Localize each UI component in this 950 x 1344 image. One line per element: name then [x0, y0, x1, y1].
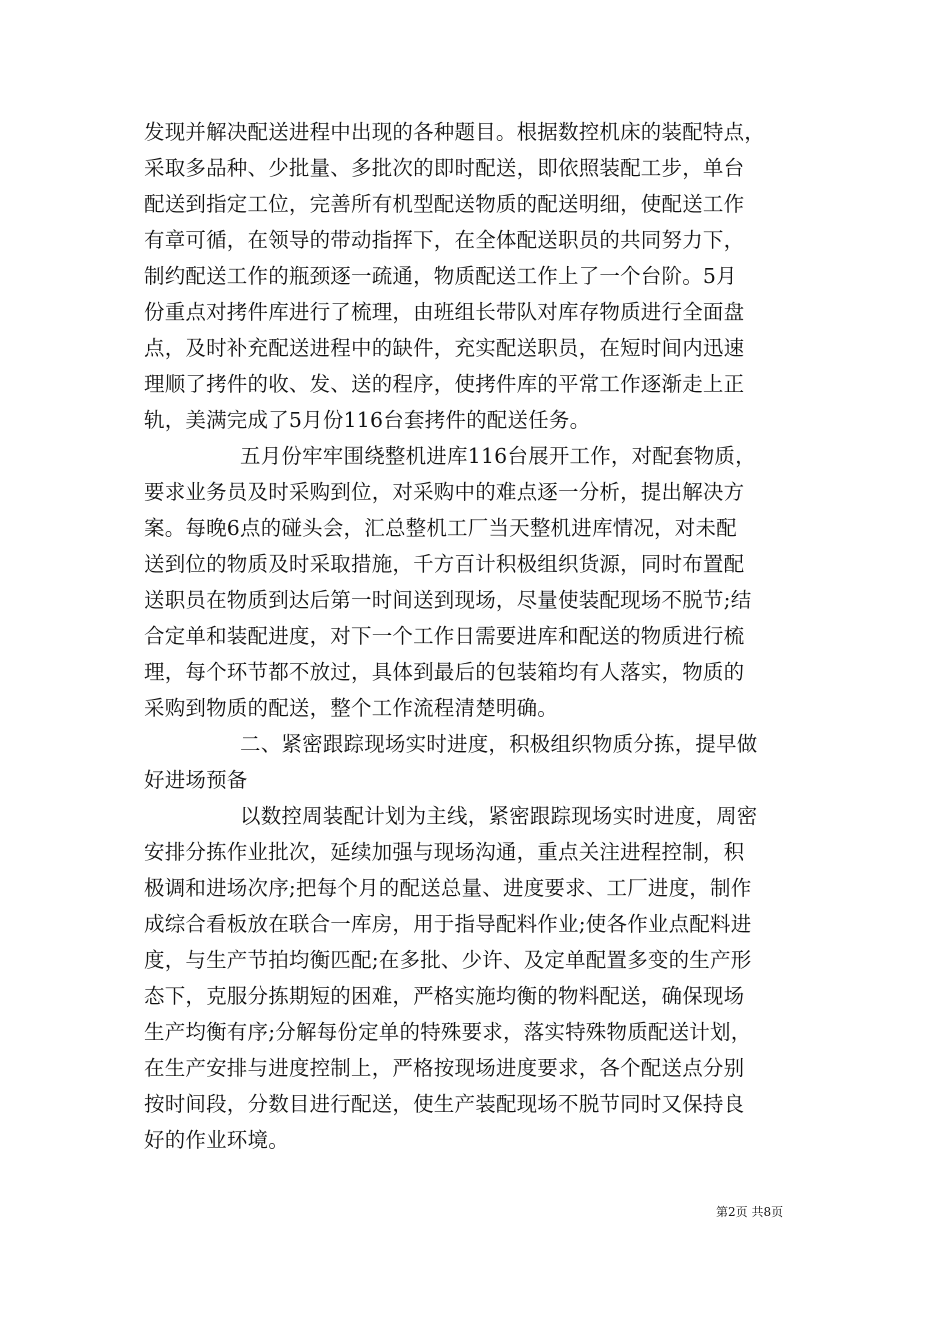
text-line: 点，及时补充配送进程中的缺件，充实配送职员，在短时间内迅速: [144, 336, 745, 360]
text-line: 理顺了拷件的收、发、送的程序，使拷件库的平常工作逐渐走上正: [144, 372, 745, 396]
text-line: 采购到物质的配送，整个工作流程清楚明确。: [144, 696, 558, 720]
text-line: 度，与生产节拍均衡匹配;在多批、少许、及定单配置多变的生产形: [144, 948, 752, 972]
text-line: 发现并解决配送进程中出现的各种题目。根据数控机床的装配特点，: [144, 120, 765, 144]
text-line: 有章可循，在领导的带动指挥下，在全体配送职员的共同努力下，: [144, 228, 745, 252]
paragraph-start-line: 五月份牢牢围绕整机进库116台展开工作，对配套物质，: [240, 444, 756, 468]
text-line: 按时间段，分数目进行配送，使生产装配现场不脱节同时又保持良: [144, 1092, 745, 1116]
text-line: 好的作业环境。: [144, 1128, 289, 1152]
paragraph-start-line: 以数控周装配计划为主线，紧密跟踪现场实时进度，周密: [240, 804, 758, 828]
text-line: 采取多品种、少批量、多批次的即时配送，即依照装配工步，单台: [144, 156, 745, 180]
text-line: 态下，克服分拣期短的困难，严格实施均衡的物料配送，确保现场: [144, 984, 745, 1008]
text-line: 配送到指定工位，完善所有机型配送物质的配送明细，使配送工作: [144, 192, 745, 216]
text-line: 理，每个环节都不放过，具体到最后的包装箱均有人落实，物质的: [144, 660, 745, 684]
text-line: 生产均衡有序;分解每份定单的特殊要求，落实特殊物质配送计划，: [144, 1020, 752, 1044]
text-line: 成综合看板放在联合一库房，用于指导配料作业;使各作业点配料进: [144, 912, 752, 936]
text-line: 份重点对拷件库进行了梳理，由班组长带队对库存物质进行全面盘: [144, 300, 745, 324]
text-line: 安排分拣作业批次，延续加强与现场沟通，重点关注进程控制，积: [144, 840, 745, 864]
text-line: 要求业务员及时采购到位，对采购中的难点逐一分析，提出解决方: [144, 480, 745, 504]
text-line: 合定单和装配进度，对下一个工作日需要进库和配送的物质进行梳: [144, 624, 745, 648]
text-line: 制约配送工作的瓶颈逐一疏通，物质配送工作上了一个台阶。5月: [144, 264, 737, 288]
text-line: 送职员在物质到达后第一时间送到现场，尽量使装配现场不脱节;结: [144, 588, 752, 612]
text-line: 在生产安排与进度控制上，严格按现场进度要求，各个配送点分别: [144, 1056, 745, 1080]
text-line: 案。每晚6点的碰头会，汇总整机工厂当天整机进库情况，对未配: [144, 516, 737, 540]
section-heading-line: 二、紧密跟踪现场实时进度，积极组织物质分拣，提早做: [240, 732, 758, 756]
text-line: 送到位的物质及时采取措施，千方百计积极组织货源，同时布置配: [144, 552, 745, 576]
section-heading-line: 好进场预备: [144, 768, 248, 792]
text-line: 极调和进场次序;把每个月的配送总量、进度要求、工厂进度，制作: [144, 876, 752, 900]
body-text: [144, 114, 814, 1158]
text-line: 轨，美满完成了5月份116台套拷件的配送任务。: [144, 408, 591, 432]
page-number-footer: 第2页 共8页: [716, 1205, 784, 1219]
